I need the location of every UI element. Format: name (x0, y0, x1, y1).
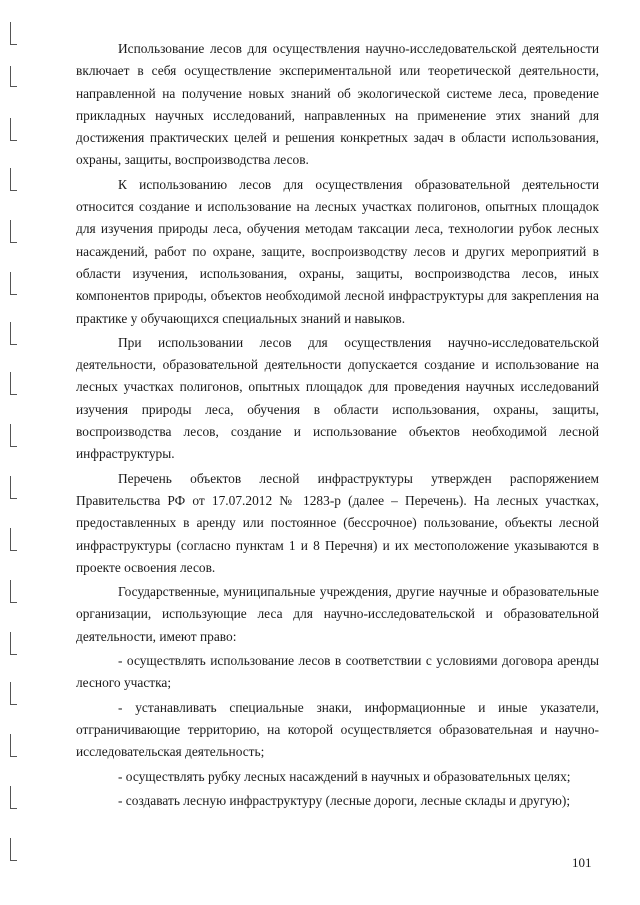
paragraph-organizations-rights: Государственные, муниципальные учреждения, другие научные и образовательные организации, использующие леса для научно-исследовательской и образовательной деятельности, имеют право: (76, 584, 599, 644)
binding-mark (10, 220, 17, 243)
binding-mark (10, 424, 17, 447)
binding-mark (10, 838, 17, 861)
list-item-install-signs: - устанавливать специальные знаки, информационные и иные указатели, отграничивающие территорию, на которой осуществляется образовательная и научно-исследовательская деятельность; (76, 699, 599, 760)
binding-mark (10, 22, 17, 45)
page-number: 101 (572, 855, 592, 870)
binding-mark (10, 168, 17, 191)
binding-mark (10, 66, 17, 87)
body-text (76, 38, 599, 812)
paragraph-infrastructure-list: Перечень объектов лесной инфраструктуры утвержден распоряжением Правительства РФ от 17.07.2012 № 1283-р (далее – Перечень). На лесных участках, предоставленных в аренду или постоянное (бессрочное) пользование, объекты лесной инфраструктуры (согласно пунктам 1 и 8 Перечня) и их местоположение указываются в проекте освоения лесов. (76, 470, 599, 575)
binding-edge-marks (6, 0, 20, 905)
binding-mark (10, 528, 17, 551)
binding-mark (10, 322, 17, 345)
binding-mark (10, 580, 17, 603)
paragraph-polygons-creation: При использовании лесов для осуществления научно-исследовательской деятельности, образовательной деятельности допускается создание и использование на лесных участках полигонов, опытных площадок для проведения научных исследований изучения природы леса, обучения в области использования, охраны, защиты, воспроизводства лесов, создание и использование объектов необходимой лесной инфраструктуры. (76, 334, 599, 462)
binding-mark (10, 118, 17, 141)
list-item-infrastructure: - создавать лесную инфраструктуру (лесные дороги, лесные склады и другую); (118, 792, 571, 808)
binding-mark (10, 682, 17, 705)
binding-mark (10, 272, 17, 295)
paragraph-scientific-research: Использование лесов для осуществления научно-исследовательской деятельности включает в себя осуществление экспериментальной или теоретической деятельности, направленной на получение новых знаний об экологической системе леса, проведение прикладных научных исследований, направленных на применение этих знаний для достижения практических целей и решения конкретных задач в области использования, охраны, защиты, воспроизводства лесов. (76, 41, 599, 168)
list-item-logging: - осуществлять рубку лесных насаждений в научных и образовательных целях; (118, 768, 571, 784)
binding-mark (10, 786, 17, 809)
binding-mark (10, 632, 17, 655)
list-item-use-forests: - осуществлять использование лесов в соответствии с условиями договора аренды лесного участка; (76, 653, 599, 691)
binding-mark (10, 476, 17, 499)
binding-mark (10, 372, 17, 395)
binding-mark (10, 734, 17, 757)
paragraph-educational-use: К использованию лесов для осуществления образовательной деятельности относится создание и использование на лесных участках полигонов, опытных площадок для изучения природы леса, обучения методам таксации леса, технологии рубок лесных насаждений, работ по охране, защите, воспроизводству лесов и других мероприятий в области изучения, использования, охраны, защиты, воспроизводства лесов, иных компонентов природы, объектов необходимой лесной инфраструктуры для закрепления на практике у обучающихся специальных знаний и навыков. (76, 176, 599, 326)
